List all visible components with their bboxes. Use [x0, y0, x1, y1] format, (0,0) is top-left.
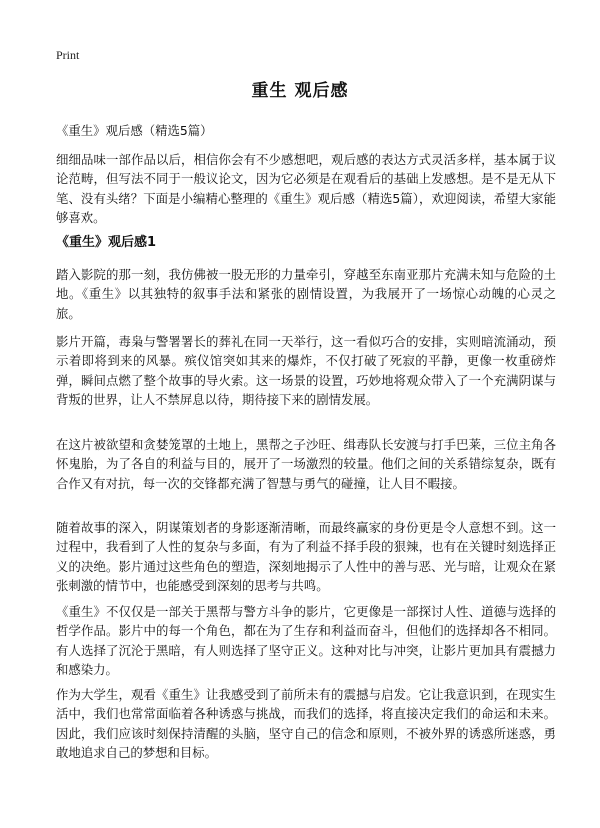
section-heading: 《重生》观后感1	[56, 235, 157, 250]
paragraph-2: 影片开篇，毒枭与警署署长的葬礼在同一天举行，这一看似巧合的安排，实则暗流涌动，预示着即将到来的风暴。殡仪馆突如其来的爆炸，不仅打破了死寂的平静，更像一枚重磅炸弹，瞬间点燃了整个故事的导火索。这一场景的设置，巧妙地将观众带入了一个充满阴谋与背叛的世界，让人不禁屏息以待，期待接下来的剧情发展。	[56, 334, 556, 407]
paragraph-3: 在这片被欲望和贪婪笼罩的土地上，黑帮之子沙旺、缉毒队长安渡与打手巴莱，三位主角各怀鬼胎，为了各自的利益与目的，展开了一场激烈的较量。他们之间的关系错综复杂，既有合作又有对抗，每一次的交锋都充满了智慧与勇气的碰撞，让人目不暇接。	[56, 437, 556, 491]
intro-paragraph: 细细品味一部作品以后，相信你会有不少感想吧，观后感的表达方式灵活多样，基本属于议论范畴，但写法不同于一般议论文，因为它必须是在观看后的基础上发感想。是不是无从下笔、没有头绪？下面是小编精心整理的《重生》观后感（精选5篇），欢迎阅读，希望大家能够喜欢。	[56, 152, 556, 225]
intro-line: 《重生》观后感（精选5篇）	[56, 123, 213, 138]
page-title: 重生 观后感	[251, 81, 349, 101]
print-link[interactable]: Print	[56, 48, 80, 62]
paragraph-4: 随着故事的深入，阴谋策划者的身影逐渐清晰，而最终赢家的身份更是令人意想不到。这一过程中，我看到了人性的复杂与多面，有为了利益不择手段的狠辣，也有在关键时刻选择正义的决绝。影片通过这些角色的塑造，深刻地揭示了人性中的善与恶、光与暗，让观众在紧张刺激的情节中，也能感受到深刻的思考与共鸣。	[56, 520, 556, 593]
paragraph-1: 踏入影院的那一刻，我仿佛被一股无形的力量牵引，穿越至东南亚那片充满未知与危险的土地。《重生》以其独特的叙事手法和紧张的剧情设置，为我展开了一场惊心动魄的心灵之旅。	[56, 267, 556, 321]
paragraph-6: 作为大学生，观看《重生》让我感受到了前所未有的震撼与启发。它让我意识到，在现实生活中，我们也常常面临着各种诱惑与挑战，而我们的选择，将直接决定我们的命运和未来。因此，我们应该时刻保持清醒的头脑，坚守自己的信念和原则，不被外界的诱惑所迷惑，勇敢地追求自己的梦想和目标。	[56, 687, 556, 760]
paragraph-5: 《重生》不仅仅是一部关于黑帮与警方斗争的影片，它更像是一部探讨人性、道德与选择的哲学作品。影片中的每一个角色，都在为了生存和利益而奋斗，但他们的选择却各不相同。有人选择了沉沦于黑暗，有人则选择了坚守正义。这种对比与冲突，让影片更加具有震撼力和感染力。	[56, 604, 556, 677]
